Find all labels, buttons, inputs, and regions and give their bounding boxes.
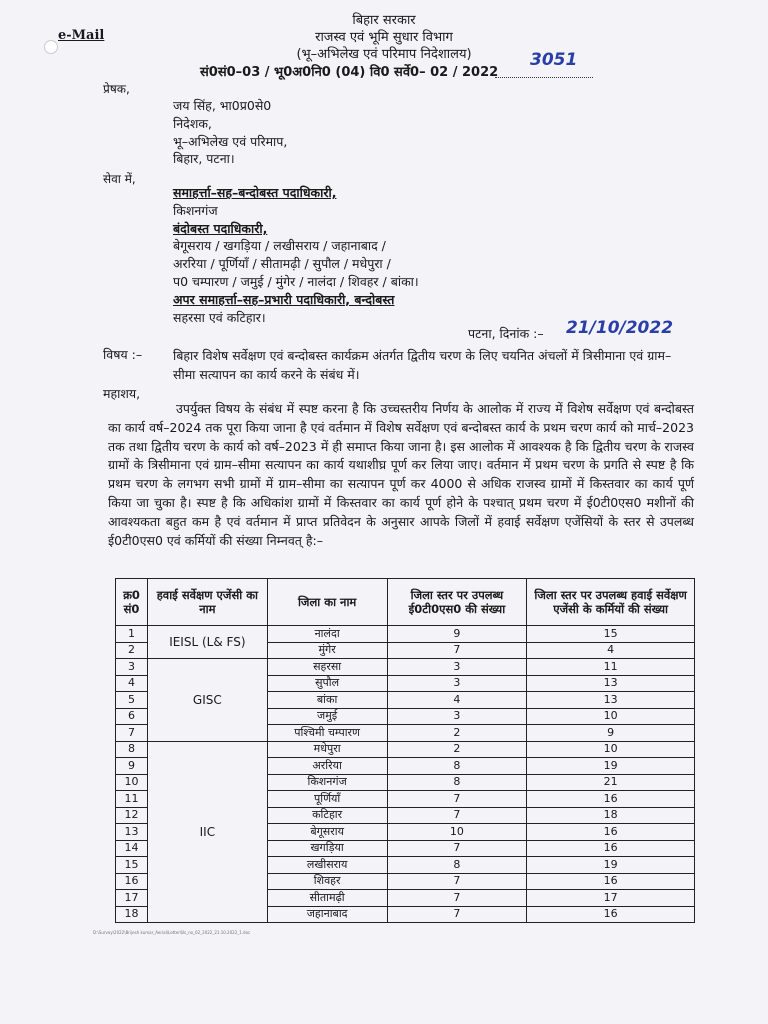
salutation: महाशय, [103, 386, 141, 401]
recipient-label: सेवा में, [103, 172, 136, 186]
date-label: पटना, दिनांक :– [468, 326, 544, 341]
department-heading: राजस्व एवं भूमि सुधार विभाग [315, 30, 453, 45]
ets-count-cell: 7 [387, 840, 527, 857]
serial-cell: 2 [116, 642, 148, 659]
ets-count-cell: 7 [387, 791, 527, 808]
ets-staff-table [115, 578, 695, 923]
sender-line: भू–अभिलेख एवं परिमाप, [173, 133, 288, 149]
subject-label: विषय :– [103, 347, 143, 362]
ets-count-cell: 8 [387, 774, 527, 791]
serial-cell: 8 [116, 741, 148, 758]
handwritten-letter-number: 3051 [530, 50, 578, 70]
subject-text: बिहार विशेष सर्वेक्षण एवं बन्दोबस्त कार्यक्रम अंतर्गत द्वितीय चरण के लिए चयनित अंचलों में त्रिसीमाना एवं ग्राम–सीमा सत्यापन का कार्य करने के संबंध में। [173, 348, 672, 382]
email-stamp: e-Mail [58, 28, 105, 43]
staff-count-cell: 15 [527, 626, 695, 643]
ets-count-cell: 10 [387, 824, 527, 841]
staff-count-cell: 16 [527, 873, 695, 890]
recipient-line: किशनगंज [173, 202, 218, 218]
staff-count-cell: 19 [527, 758, 695, 775]
staff-count-cell: 9 [527, 725, 695, 742]
staff-count-cell: 16 [527, 906, 695, 923]
staff-count-cell: 4 [527, 642, 695, 659]
reference-number: सं0सं0–03 / भू0अ0नि0 (04) वि0 सर्वे0– 02 / 2022 [200, 65, 499, 80]
recipient-block [173, 184, 419, 326]
sender-line: निदेशक, [173, 115, 212, 131]
recipient-line: सहरसा एवं कटिहार। [173, 309, 266, 325]
header-staff-count: जिला स्तर पर उपलब्ध हवाई सर्वेक्षण एजेंसी के कर्मियों की संख्या [527, 579, 695, 626]
recipient-line: समाहर्त्ता–सह–बन्दोबस्त पदाधिकारी, [173, 185, 337, 200]
district-cell: मधेपुरा [267, 741, 387, 758]
serial-cell: 7 [116, 725, 148, 742]
header-ets-count: जिला स्तर पर उपलब्ध ई0टी0एस0 की संख्या [387, 579, 527, 626]
staff-count-cell: 19 [527, 857, 695, 874]
serial-cell: 1 [116, 626, 148, 643]
district-cell: नालंदा [267, 626, 387, 643]
district-cell: सहरसा [267, 659, 387, 676]
staff-count-cell: 16 [527, 791, 695, 808]
header-serial: क्र0 सं0 [116, 579, 148, 626]
serial-cell: 4 [116, 675, 148, 692]
staff-count-cell: 21 [527, 774, 695, 791]
ets-count-cell: 8 [387, 758, 527, 775]
serial-cell: 17 [116, 890, 148, 907]
staff-count-cell: 18 [527, 807, 695, 824]
handwritten-date: 21/10/2022 [566, 318, 674, 338]
sender-block [173, 97, 287, 168]
serial-cell: 6 [116, 708, 148, 725]
district-cell: सुपौल [267, 675, 387, 692]
file-path-footer: D:\Survey\2022\Brijesh kumar_Aerial\Letter\Bs_no_02_2022_21.10.2022_1.doc [93, 930, 251, 935]
reference-dotted-line [495, 77, 593, 78]
table-header-row [116, 579, 695, 626]
district-cell: बेगूसराय [267, 824, 387, 841]
table-body [116, 626, 695, 923]
table-row [116, 659, 695, 676]
ets-count-cell: 9 [387, 626, 527, 643]
table-row [116, 741, 695, 758]
ets-count-cell: 7 [387, 873, 527, 890]
recipient-line: बेगूसराय / खगड़िया / लखीसराय / जहानाबाद / [173, 238, 386, 254]
district-cell: किशनगंज [267, 774, 387, 791]
sender-line: बिहार, पटना। [173, 151, 235, 167]
district-cell: शिवहर [267, 873, 387, 890]
serial-cell: 18 [116, 906, 148, 923]
serial-cell: 14 [116, 840, 148, 857]
district-cell: सीतामढ़ी [267, 890, 387, 907]
govt-heading: बिहार सरकार [352, 13, 416, 28]
district-cell: जमुई [267, 708, 387, 725]
serial-cell: 10 [116, 774, 148, 791]
agency-cell: IIC [147, 741, 267, 923]
district-cell: लखीसराय [267, 857, 387, 874]
ets-count-cell: 3 [387, 708, 527, 725]
ets-count-cell: 3 [387, 659, 527, 676]
ets-count-cell: 8 [387, 857, 527, 874]
staff-count-cell: 10 [527, 741, 695, 758]
district-cell: खगड़िया [267, 840, 387, 857]
header-district: जिला का नाम [267, 579, 387, 626]
district-cell: अररिया [267, 758, 387, 775]
serial-cell: 12 [116, 807, 148, 824]
district-cell: बांका [267, 692, 387, 709]
serial-cell: 13 [116, 824, 148, 841]
serial-cell: 3 [116, 659, 148, 676]
ets-count-cell: 2 [387, 725, 527, 742]
serial-cell: 11 [116, 791, 148, 808]
recipient-line: बंदोबस्त पदाधिकारी, [173, 220, 268, 236]
ets-count-cell: 2 [387, 741, 527, 758]
agency-cell: GISC [147, 659, 267, 742]
ets-count-cell: 7 [387, 807, 527, 824]
staff-count-cell: 13 [527, 675, 695, 692]
serial-cell: 9 [116, 758, 148, 775]
staff-count-cell: 16 [527, 840, 695, 857]
recipient-line: प0 चम्पारण / जमुई / मुंगेर / नालंदा / शिवहर / बांका। [173, 273, 419, 289]
district-cell: कटिहार [267, 807, 387, 824]
ets-count-cell: 4 [387, 692, 527, 709]
district-cell: मुंगेर [267, 642, 387, 659]
serial-cell: 15 [116, 857, 148, 874]
staff-count-cell: 10 [527, 708, 695, 725]
sender-label: प्रेषक, [103, 82, 130, 96]
staff-count-cell: 13 [527, 692, 695, 709]
recipient-line: अपर समाहर्त्ता–सह–प्रभारी पदाधिकारी, बन्दोबस्त [173, 291, 395, 307]
agency-cell: IEISL (L& FS) [147, 626, 267, 659]
staff-count-cell: 16 [527, 824, 695, 841]
district-cell: पूर्णियाँ [267, 791, 387, 808]
ets-count-cell: 7 [387, 642, 527, 659]
ets-count-cell: 7 [387, 906, 527, 923]
ets-count-cell: 7 [387, 890, 527, 907]
recipient-line: अररिया / पूर्णियाँ / सीतामढ़ी / सुपौल / मधेपुरा / [173, 256, 391, 272]
table-row [116, 626, 695, 643]
staff-count-cell: 17 [527, 890, 695, 907]
sender-line: जय सिंह, भा0प्र0से0 [173, 98, 272, 113]
district-cell: जहानाबाद [267, 906, 387, 923]
body-paragraph: उपर्युक्त विषय के संबंध में स्पष्ट करना है कि उच्चस्तरीय निर्णय के आलोक में राज्य में विशेष सर्वेक्षण एवं बन्दोबस्त का कार्य वर्ष–2024 तक पूरा किया जाना है एवं वर्तमान में विशेष सर्वेक्षण एवं बन्दोबस्त कार्य के प्रथम चरण कार्य को मार्च–2023 तक तथा द्वितीय चरण के कार्य को वर्ष–2023 में ही समाप्त किया जाना है। इस आलोक में आवश्यक है कि द्वितीय चरण के राजस्व ग्रामों के त्रिसीमाना एवं ग्राम–सीमा सत्यापन का कार्य यथाशीघ्र पूर्ण कर लिया जाए। वर्तमान में प्रथम चरण के प्रगति से स्पष्ट है कि प्रथम चरण के लगभग सभी ग्रामों में ग्राम–सीमा का सत्यापन पूर्ण कर 4000 से अधिक राजस्व ग्रामों में किस्तवार का कार्य पूर्ण किया जा चुका है। स्पष्ट है कि अधिकांश ग्रामों में किस्तवार का कार्य पूर्ण होने के पश्चात् प्रथम चरण में ई0टी0एस0 मशीनों की आवश्यकता बहुत कम है एवं वर्तमान में प्राप्त प्रतिवेदन के अनुसार आपके जिलों में हवाई सर्वेक्षण एजेंसियों के स्तर से उपलब्ध ई0टी0एस0 एवं कर्मियों की संख्या निम्नवत् है:– [108, 401, 695, 548]
district-cell: पश्चिमी चम्पारण [267, 725, 387, 742]
directorate-heading: (भू–अभिलेख एवं परिमाप निदेशालय) [296, 47, 472, 62]
staff-count-cell: 11 [527, 659, 695, 676]
serial-cell: 5 [116, 692, 148, 709]
ets-count-cell: 3 [387, 675, 527, 692]
header-agency: हवाई सर्वेक्षण एजेंसी का नाम [147, 579, 267, 626]
serial-cell: 16 [116, 873, 148, 890]
